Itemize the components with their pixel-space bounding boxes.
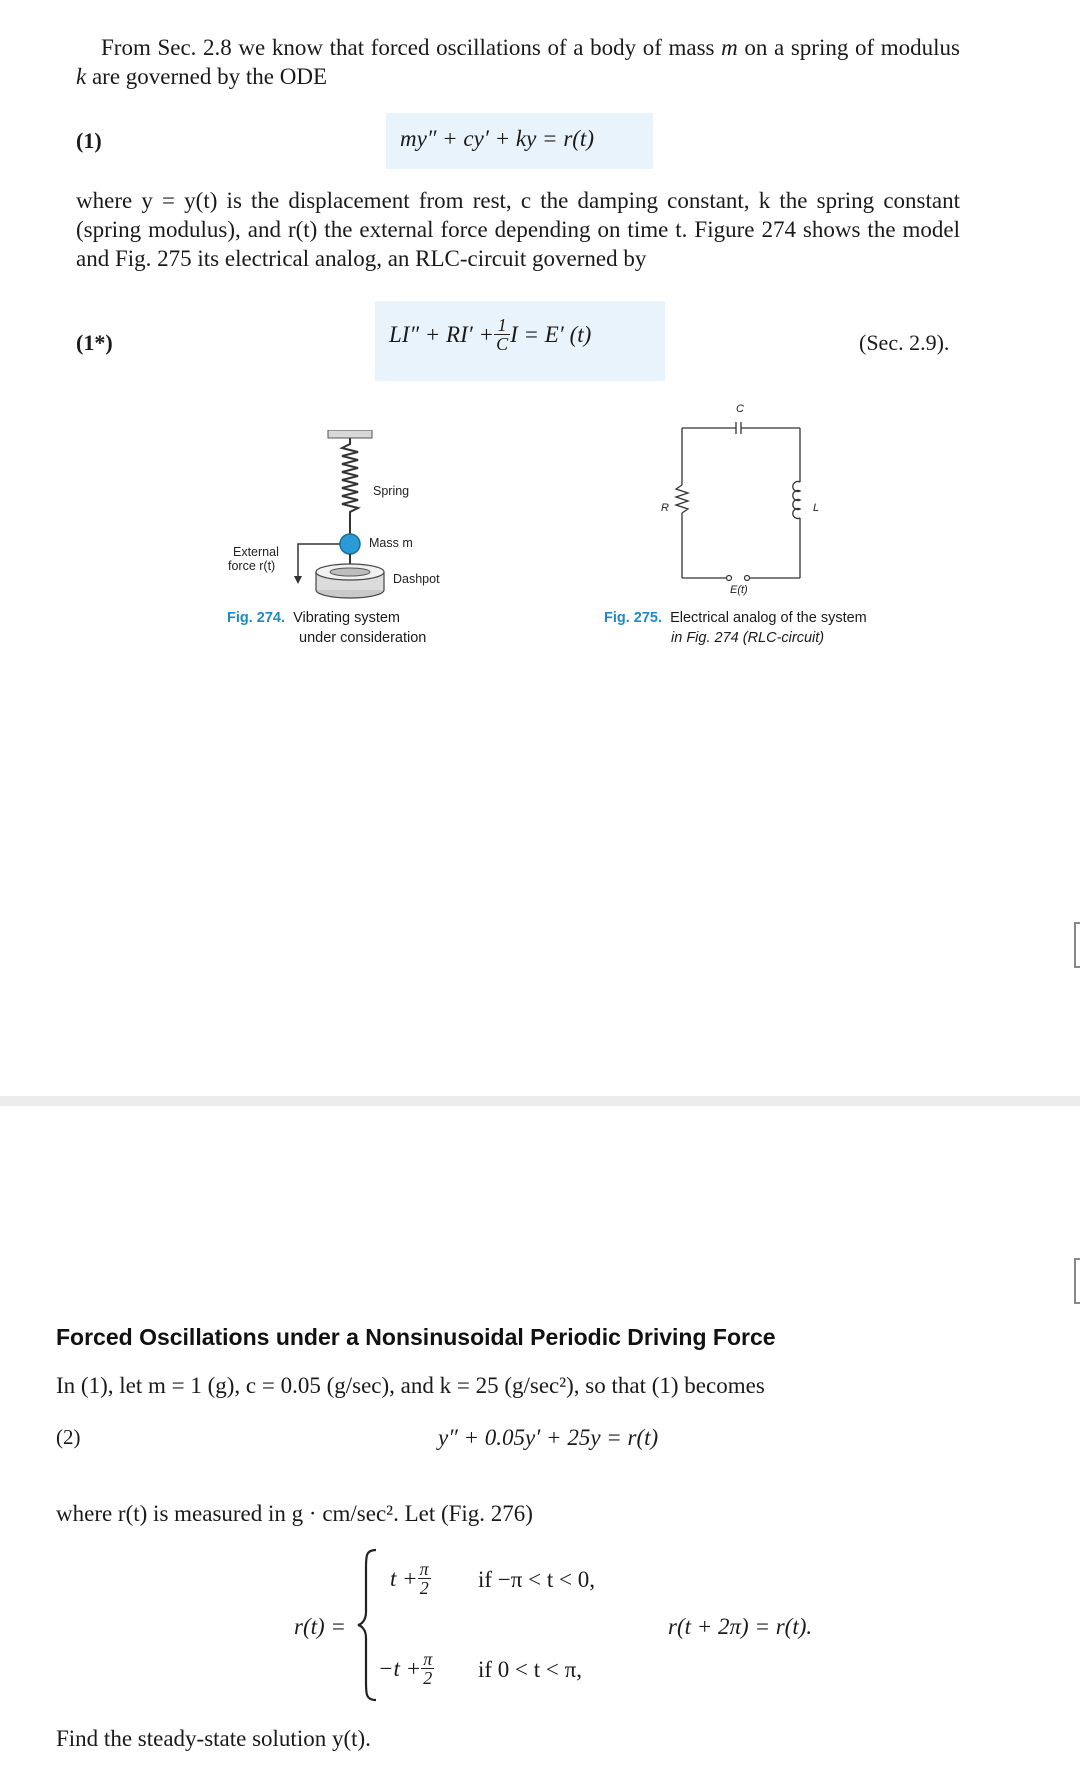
resistor-label: R — [661, 502, 669, 514]
dashpot-label: Dashpot — [393, 572, 440, 586]
fig275-diagram — [670, 420, 820, 595]
where-paragraph: where y = y(t) is the displacement from rest, c the damping constant, k the spring constant (spring modulus), and r(t) the external force depending on time t. Figure 274 shows the model and Fig. 275 its electrical analog, an RLC-circuit governed by — [76, 188, 960, 271]
case1-expression: t + $\frac{\pi}{2}$ — [390, 1559, 429, 1598]
pi-over-2-fraction: $\frac{\pi}{2}$ — [423, 1649, 433, 1688]
section-ref: (Sec. 2.9). — [859, 330, 950, 355]
page-separator — [0, 1096, 1080, 1106]
eq2-equation: y″ + 0.05y′ + 25y = r(t) — [438, 1425, 659, 1450]
spring-label: Spring — [373, 484, 410, 498]
resistor-symbol — [676, 485, 688, 513]
inductor-label: L — [813, 502, 820, 514]
external-force-label-2: force r(t) — [228, 559, 276, 573]
fig275-caption-line2: in Fig. 274 (RLC-circuit) — [671, 630, 825, 646]
source-label: E(t) — [730, 584, 748, 596]
where-measured-paragraph: where r(t) is measured in g · cm/sec². Let (Fig. 276) — [56, 1501, 533, 1526]
pi-over-2-fraction: $\frac{\pi}{2}$ — [419, 1559, 429, 1598]
eq1-label: (1) — [76, 128, 102, 153]
page-edge-marker — [1074, 1258, 1080, 1304]
fig274-caption: Fig. 274. Vibrating system — [227, 610, 401, 626]
problem-paragraph: In (1), let m = 1 (g), c = 0.05 (g/sec), and k = 25 (g/sec²), so that (1) becomes — [56, 1373, 765, 1398]
inductor-symbol — [793, 482, 800, 519]
eq1-equation: my″ + cy′ + ky = r(t) — [400, 126, 594, 151]
eq2-label: (2) — [56, 1425, 81, 1449]
eq1s-label: (1*) — [76, 330, 113, 355]
one-over-c-fraction: $\frac{1}{C}$ — [496, 315, 509, 354]
page-edge-marker — [1074, 922, 1080, 968]
case2-expression: −t + $\frac{\pi}{2}$ — [378, 1649, 433, 1688]
intro-paragraph: From Sec. 2.8 we know that forced oscillations of a body of mass m on a spring of modulus k are governed by the ODE — [76, 35, 960, 89]
case1-condition: if −π < t < 0, — [478, 1567, 595, 1592]
find-instruction: Find the steady-state solution y(t). — [56, 1726, 371, 1751]
r-lhs: r(t) = — [294, 1614, 346, 1639]
mass-ball — [340, 534, 360, 554]
case2-condition: if 0 < t < π, — [478, 1657, 582, 1682]
spring-coil — [342, 438, 358, 538]
capacitor-label: C — [736, 403, 744, 415]
periodicity-condition: r(t + 2π) = r(t). — [668, 1614, 813, 1639]
section-heading: Forced Oscillations under a Nonsinusoidal Periodic Driving Force — [56, 1324, 776, 1350]
fig274-caption-line2: under consideration — [299, 630, 427, 646]
eq1s-equation: LI″ + RI′ + $\frac{1}{C}$ I = E′ (t) — [389, 315, 592, 354]
left-brace — [356, 1548, 380, 1702]
mass-label: Mass m — [369, 536, 413, 550]
fig275-caption: Fig. 275. Electrical analog of the system — [604, 610, 867, 626]
external-force-label-1: External — [233, 545, 279, 559]
